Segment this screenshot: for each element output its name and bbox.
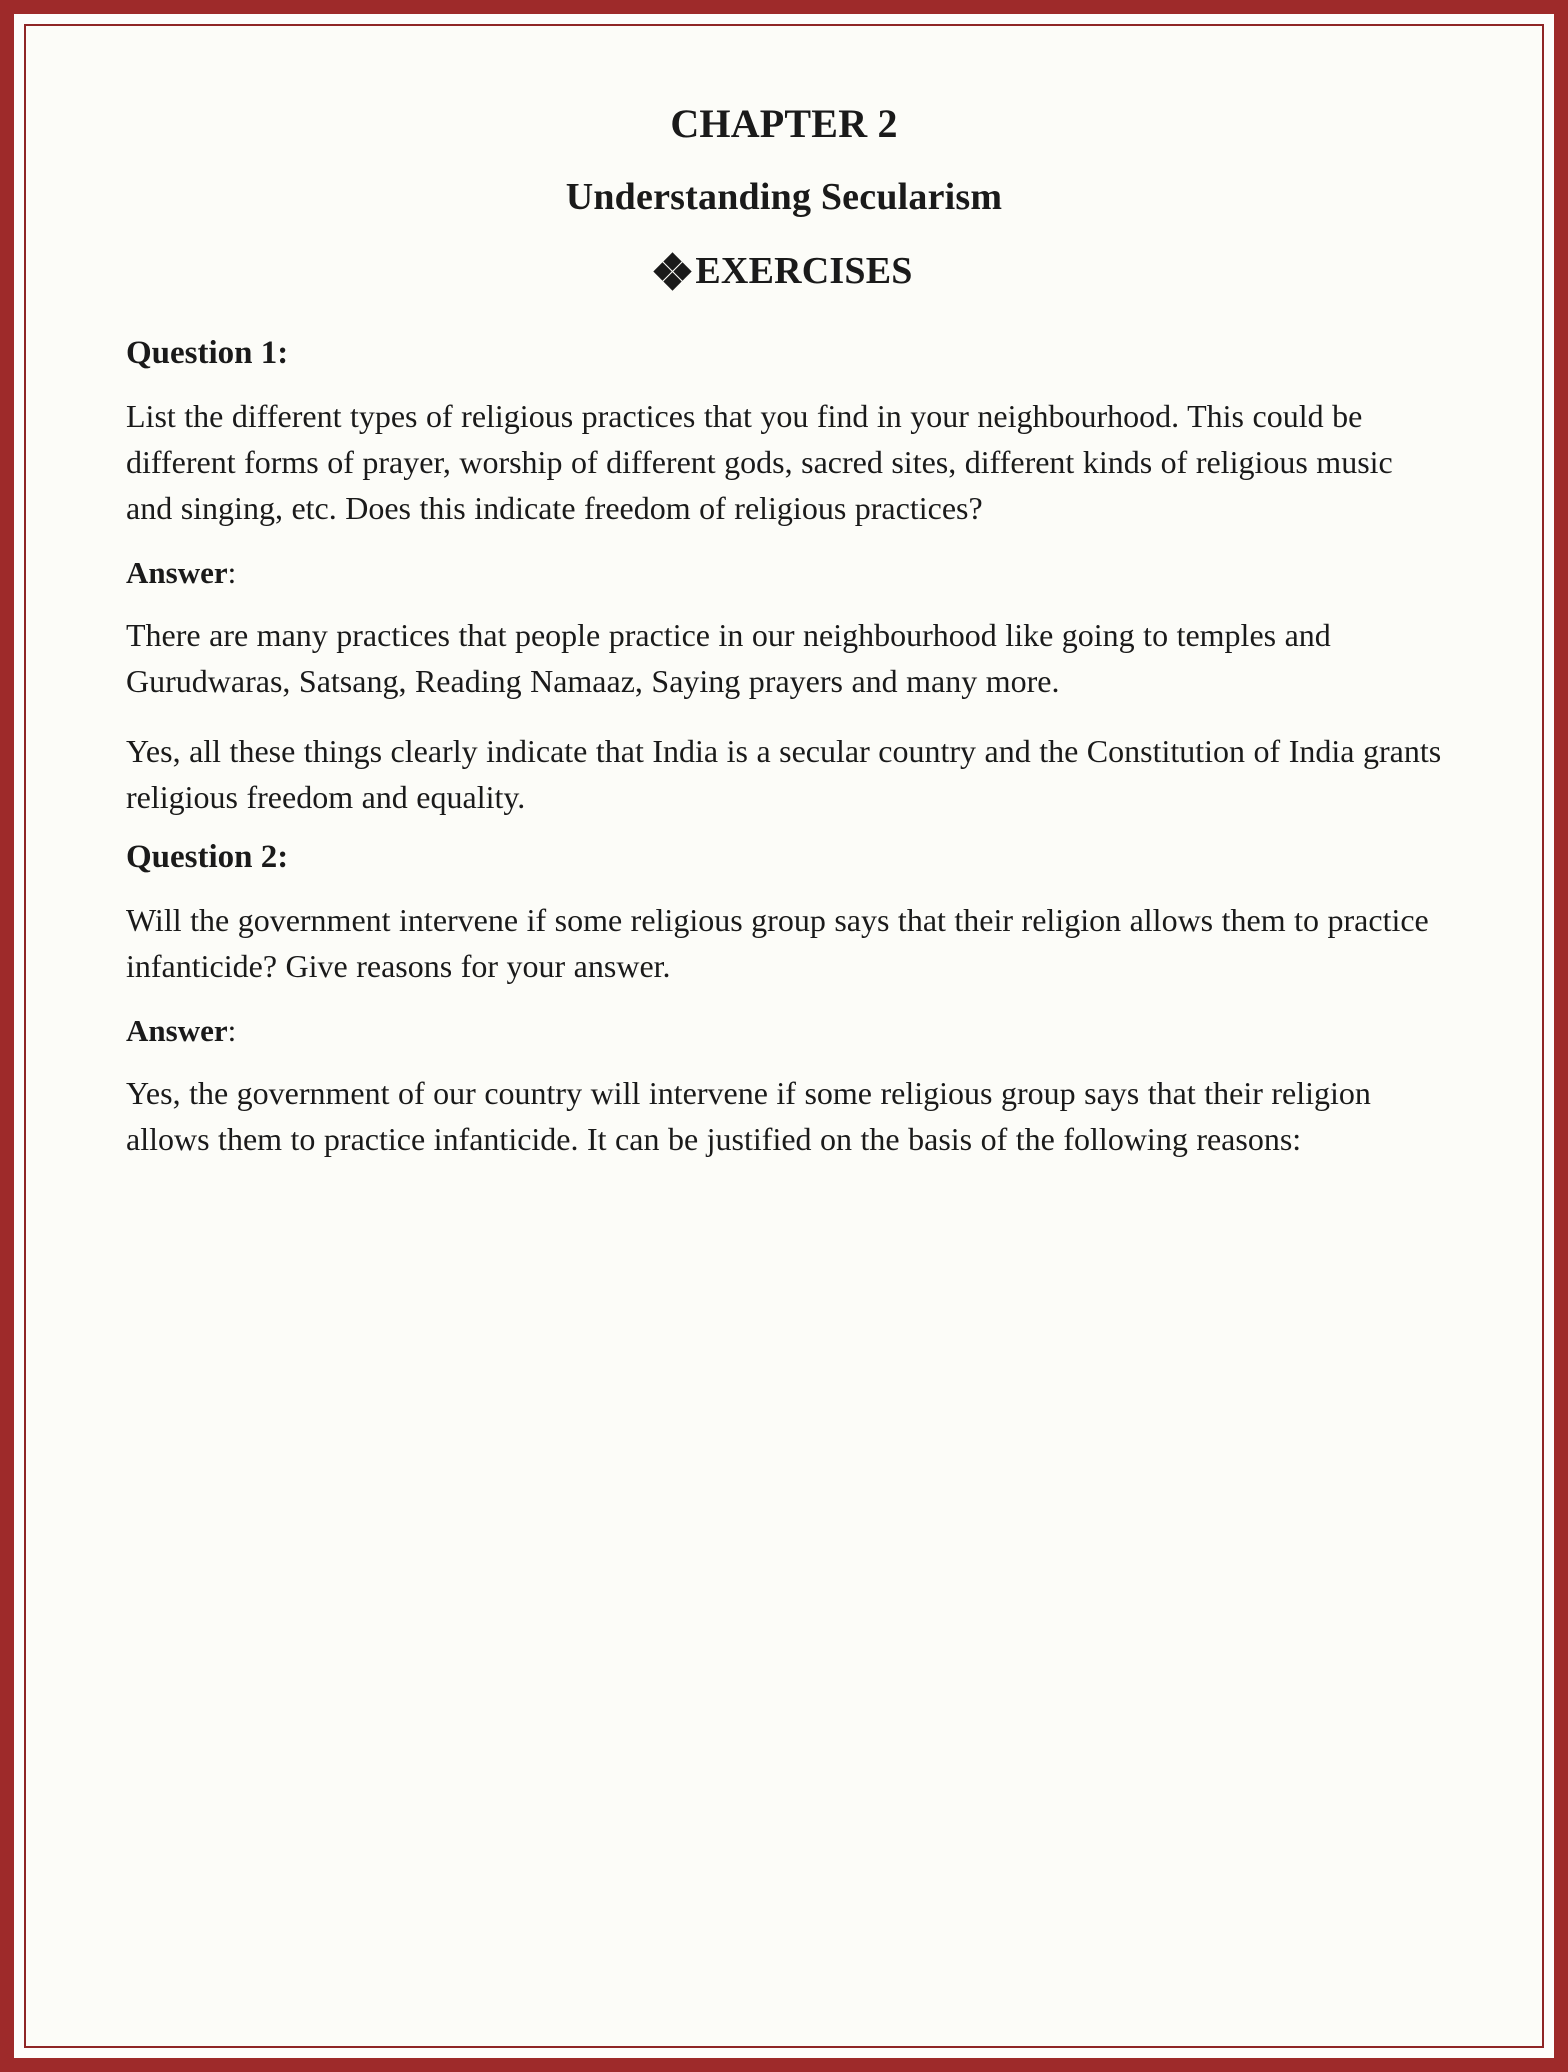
question-1-answer-paragraph-1: There are many practices that people practice in our neighbourhood like going to temples and Gurudwaras, Satsang, Reading Namaaz, Saying prayers and many more. <box>126 616 1331 699</box>
answer-word: Answer <box>126 1013 228 1049</box>
exercises-label: EXERCISES <box>695 250 913 292</box>
question-2-label: Question 2: <box>126 839 289 876</box>
question-1-answer-label <box>126 555 1442 592</box>
section-spacer <box>126 830 1442 838</box>
exercises-heading <box>126 252 1442 290</box>
question-1-text: List the different types of religious practices that you find in your neighbourhood. This could be different forms of prayer, worship of different gods, sacred sites, different kinds of religious music and singing, etc. Does this indicate freedom of religious practices? <box>126 397 1393 527</box>
page-inner-rule <box>24 24 1544 2048</box>
answer-colon: : <box>227 1013 237 1049</box>
chapter-subject-title: Understanding Secularism <box>565 176 1003 218</box>
question-2-text: Will the government intervene if some religious group says that their religion allows them to practice infanticide? Give reasons for your answer. <box>126 902 1429 985</box>
four-diamond-bullet-icon <box>655 254 689 288</box>
chapter-title: CHAPTER 2 <box>670 101 898 146</box>
document-sheet <box>26 26 1542 2046</box>
question-1-answer-paragraph-2: Yes, all these things clearly indicate that India is a secular country and the Constitution of India grants religious freedom and equality. <box>126 732 1442 815</box>
answer-word: Answer <box>126 555 228 591</box>
question-1-label: Question 1: <box>126 335 289 371</box>
question-2-answer-label <box>126 1013 1442 1050</box>
page-border-gap <box>14 14 1554 2058</box>
answer-colon: : <box>227 555 237 591</box>
question-2-answer-paragraph-1: Yes, the government of our country will intervene if some religious group says that their religion allows them to practice infanticide. It can be justified on the basis of the following reasons: <box>126 1074 1371 1157</box>
question-1-block <box>126 334 1442 820</box>
question-2-block <box>126 838 1442 1162</box>
